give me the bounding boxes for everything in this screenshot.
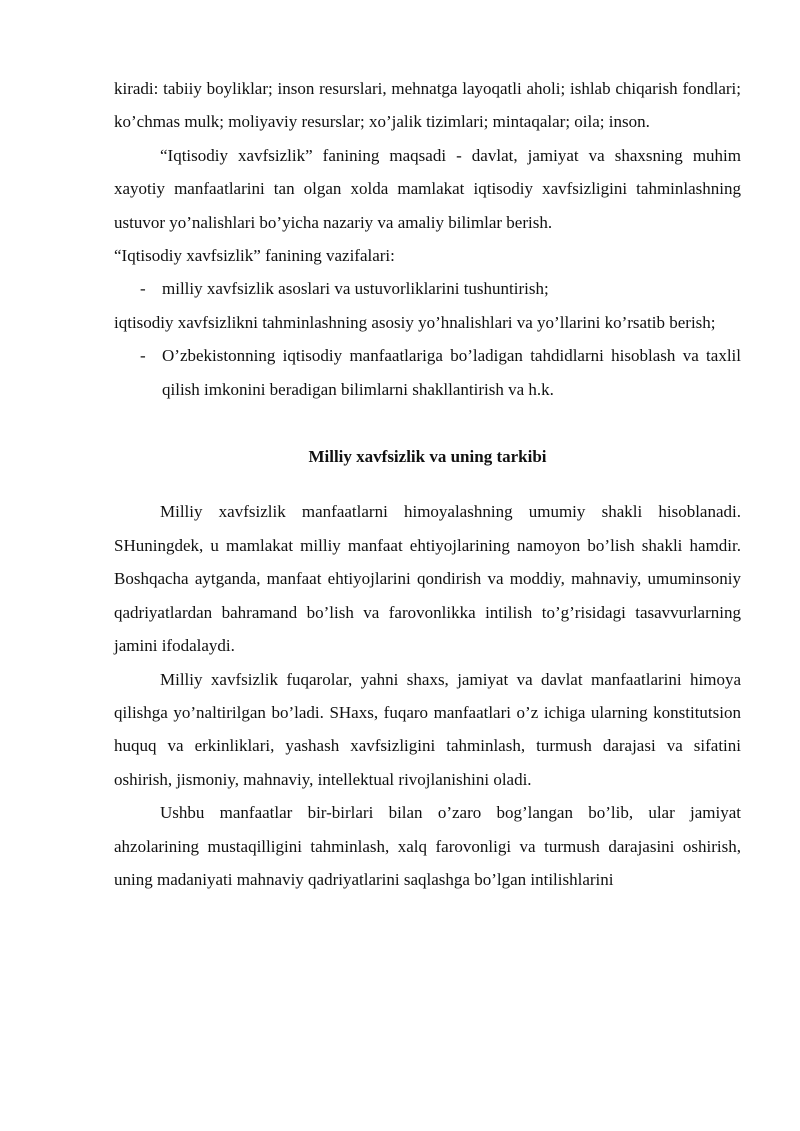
- paragraph-interests-linked: Ushbu manfaatlar bir-birlari bilan o’zaro bog’langan bo’lib, ular jamiyat ahzolarining mustaqilligini tahminlash, xalq farovonligi va turmush darajasini oshirish, uning madaniyati mahnaviy qadriyatlarini saqlashga bo’lgan intilishlarini: [114, 803, 741, 889]
- document-body: [114, 72, 741, 896]
- section-heading: Milliy xavfsizlik va uning tarkibi: [308, 447, 547, 467]
- paragraph-task-2: iqtisodiy xavfsizlikni tahminlashning asosiy yo’hnalishlari va yo’llarini ko’rsatib berish;: [114, 312, 716, 332]
- list-item-text: O’zbekistonning iqtisodiy manfaatlariga bo’ladigan tahdidlarni hisoblash va taxlil qilish imkonini beradigan bilimlarni shakllantirish va h.k.: [162, 346, 741, 399]
- spacer: [114, 406, 741, 440]
- list-item-task-1: [114, 272, 741, 305]
- paragraph-course-goal: “Iqtisodiy xavfsizlik” fanining maqsadi - davlat, jamiyat va shaxsning muhim xayotiy manfaatlarini tan olgan xolda mamlakat iqtisodiy xavfsizligini tahminlashning ustuvor yo’nalishlari bo’yicha nazariy va amaliy bilimlar berish.: [114, 145, 741, 232]
- paragraph-intro-continuation: kiradi: tabiiy boyliklar; inson resurslari, mehnatga layoqatli aholi; ishlab chiqarish fondlari; ko’chmas mulk; moliyaviy resurslar; xo’jalik tizimlari; mintaqalar; oila; inson.: [114, 79, 741, 132]
- list-item-task-3: [114, 339, 741, 406]
- list-item-text: milliy xavfsizlik asoslari va ustuvorliklarini tushuntirish;: [162, 279, 549, 299]
- list-dash: -: [140, 279, 146, 299]
- spacer: [114, 473, 741, 495]
- paragraph-national-security: Milliy xavfsizlik manfaatlarni himoyalashning umumiy shakli hisoblanadi. SHuningdek, u mamlakat milliy manfaat ehtiyojlarining namoyon bo’lish shakli hamdir. Boshqacha aytganda, manfaat ehtiyojlarini qondirish va moddiy, mahnaviy, umuminsoniy qadriyatlardan bahramand bo’lish va farovonlikka intilish to’g’risidagi tasavvurlarning jamini ifodalaydi.: [114, 502, 741, 656]
- list-dash: -: [140, 346, 146, 366]
- paragraph-citizen-interests: Milliy xavfsizlik fuqarolar, yahni shaxs, jamiyat va davlat manfaatlarini himoya qilishga yo’naltirilgan bo’ladi. SHaxs, fuqaro manfaatlari o’z ichiga ularning konstitutsion huquq va erkinliklari, yashash xavfsizligini tahminlash, turmush darajasi va sifatini oshirish, jismoniy, mahnaviy, intellektual rivojlanishini oladi.: [114, 669, 741, 789]
- paragraph-tasks-label: “Iqtisodiy xavfsizlik” fanining vazifalari:: [114, 246, 395, 266]
